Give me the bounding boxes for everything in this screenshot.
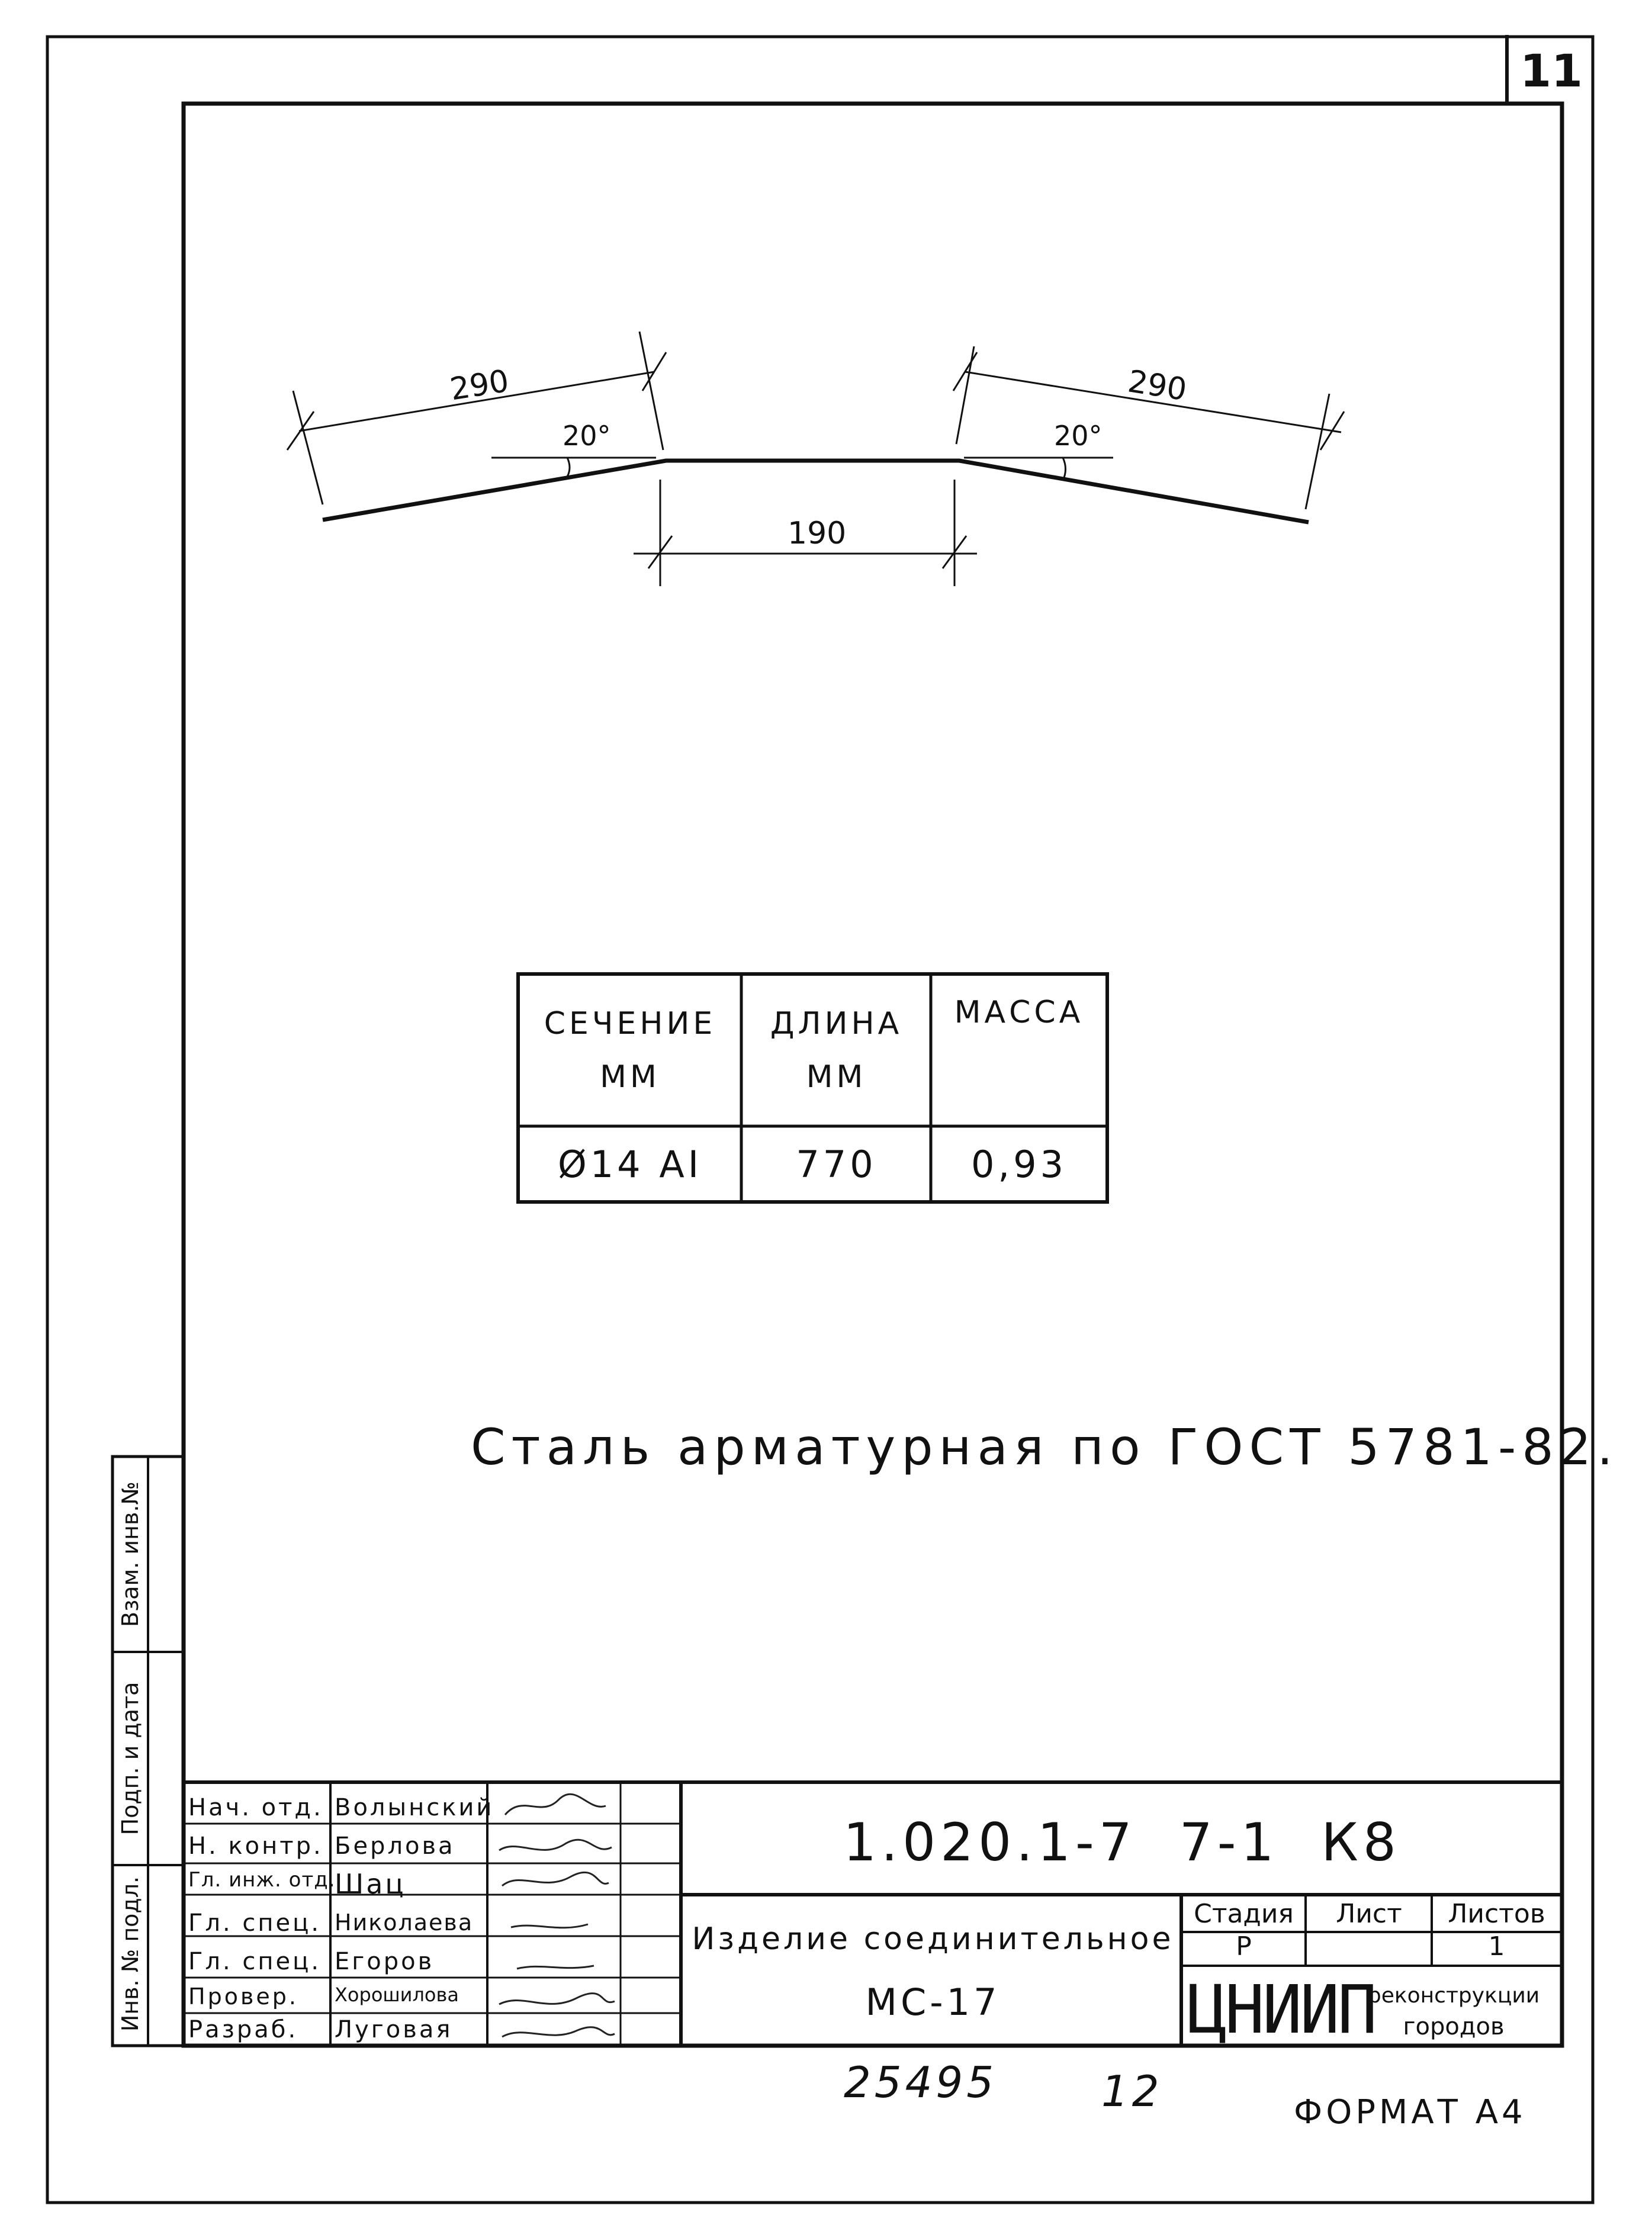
role-label: Разраб. [188, 2016, 298, 2043]
cell-mass: 0,93 [970, 1142, 1068, 1186]
archive-sheet: 12 [1101, 2066, 1163, 2116]
steel-note: Сталь арматурная по ГОСТ 5781-82. [471, 1418, 1619, 1476]
product-mark: МС-17 [865, 1981, 1001, 2024]
dim-right-label: 290 [1125, 364, 1190, 409]
role-name: Хорошилова [335, 1984, 459, 2006]
role-name: Егоров [335, 1948, 435, 1975]
stage-label: Стадия [1194, 1899, 1294, 1929]
cell-section: Ø14 АI [557, 1142, 703, 1186]
dim-left-label: 290 [448, 363, 512, 408]
role-label: Гл. инж. отд. [188, 1868, 336, 1892]
role-name: Берлова [335, 1833, 455, 1860]
role-label: Н. контр. [188, 1833, 323, 1860]
side-stamp-sign: Подп. и дата [117, 1682, 143, 1835]
role-label: Нач. отд. [188, 1794, 323, 1821]
signatures [487, 1782, 621, 2046]
archive-number: 25495 [844, 2058, 998, 2107]
dim-middle-label: 190 [788, 516, 847, 551]
role-label: Гл. спец. [188, 1909, 322, 1937]
format-label: ФОРМАТ А4 [1294, 2093, 1526, 2132]
role-name: Луговая [335, 2016, 453, 2043]
side-stamp-inv: Инв. № подл. [117, 1876, 143, 2032]
angle-left-label: 20° [563, 420, 611, 452]
role-label: Гл. спец. [188, 1948, 322, 1975]
role-name: Волынский [335, 1794, 494, 1821]
document-code: 1.020.1-7 7-1 К8 [843, 1812, 1401, 1873]
page-number: 11 [1520, 44, 1583, 97]
header-section: СЕЧЕНИЕ ММ [544, 1006, 716, 1095]
org-name-line2: городов [1403, 2013, 1505, 2040]
role-label: Провер. [188, 1984, 298, 2010]
sheets-label: Листов [1448, 1899, 1545, 1929]
angle-right-label: 20° [1054, 420, 1103, 452]
product-name: Изделие соединительное [692, 1921, 1174, 1957]
cell-length: 770 [796, 1142, 877, 1186]
org-logo: ЦНИИП [1187, 1972, 1375, 2049]
role-name: Николаева [335, 1909, 474, 1936]
stage-value: Р [1236, 1931, 1252, 1962]
role-name: Шац [335, 1868, 406, 1900]
sheet-label: Лист [1336, 1899, 1402, 1929]
header-mass: МАССА [954, 995, 1084, 1030]
header-length: ДЛИНА ММ [770, 1006, 903, 1095]
org-name-line1: реконструкции [1367, 1984, 1540, 2008]
side-stamp-vzam: Взам. инв.№ [117, 1481, 143, 1627]
sheets-value: 1 [1488, 1931, 1505, 1962]
